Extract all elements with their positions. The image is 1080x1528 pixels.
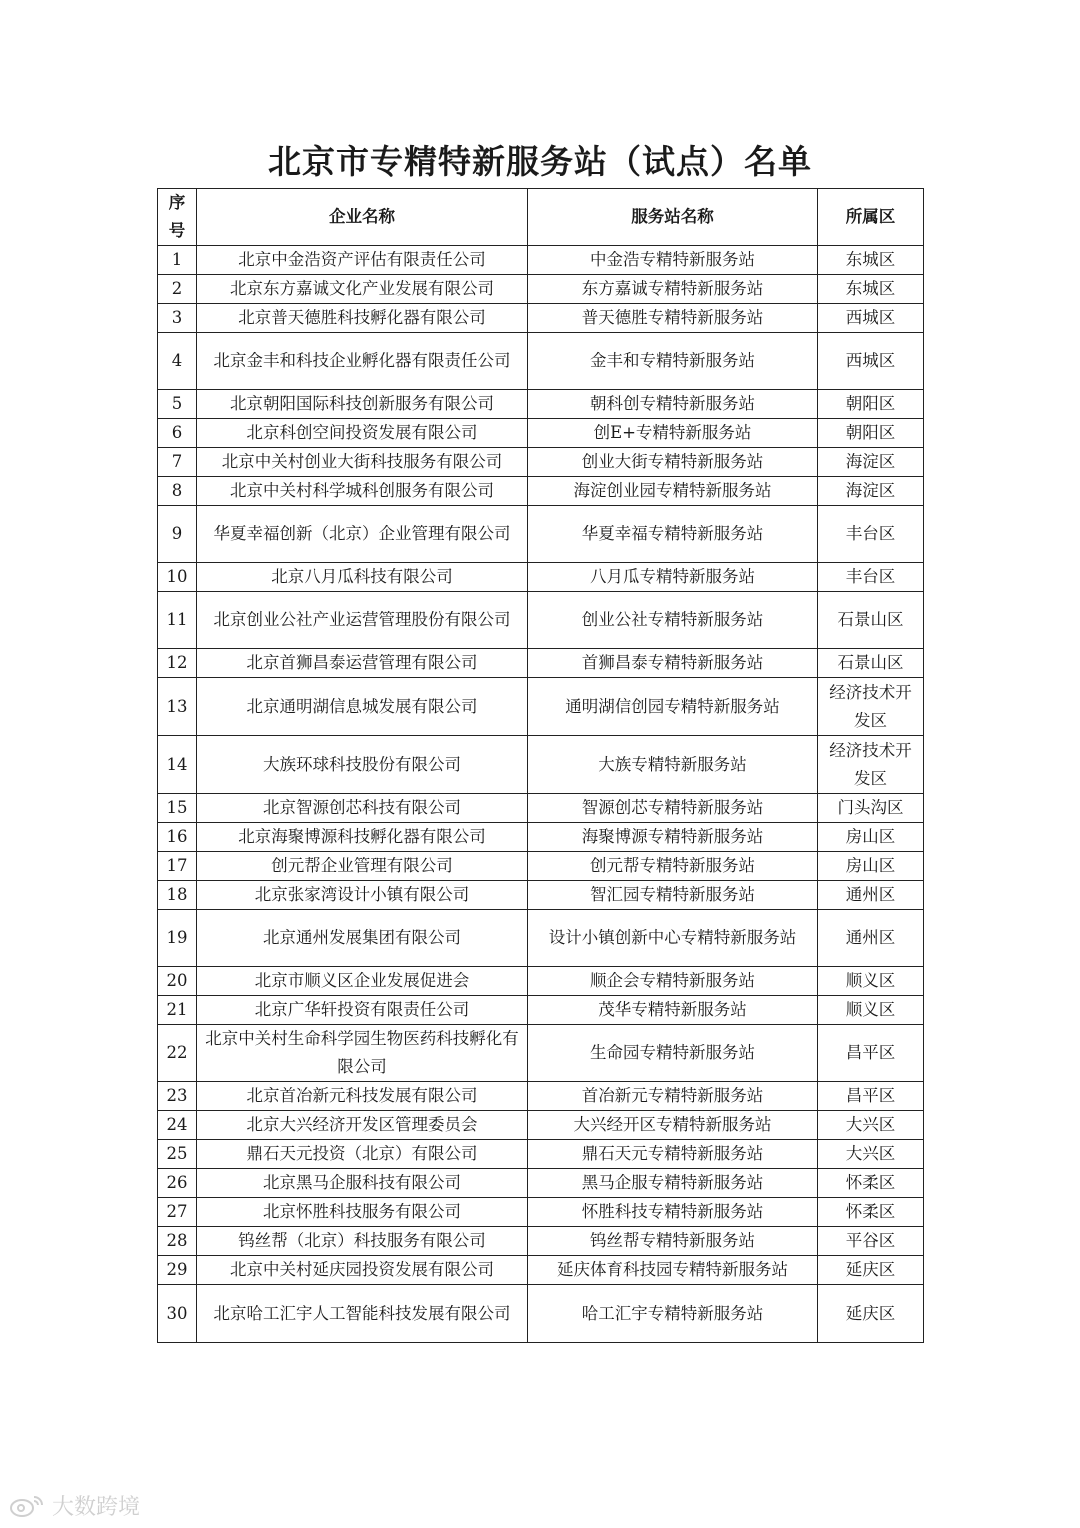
cell-station: 顺企会专精特新服务站 [528, 967, 818, 996]
cell-district: 房山区 [818, 852, 924, 881]
table-row [158, 1198, 924, 1227]
cell-seq: 3 [158, 304, 197, 333]
cell-station: 鼎石天元专精特新服务站 [528, 1140, 818, 1169]
cell-station: 设计小镇创新中心专精特新服务站 [528, 910, 818, 967]
header-seq-line2: 号 [168, 221, 186, 240]
cell-district: 门头沟区 [818, 794, 924, 823]
cell-company: 北京科创空间投资发展有限公司 [197, 419, 528, 448]
cell-company: 北京中关村科学城科创服务有限公司 [197, 477, 528, 506]
cell-station: 智源创芯专精特新服务站 [528, 794, 818, 823]
table-row [158, 1256, 924, 1285]
cell-district: 经济技术开发区 [818, 736, 924, 794]
table-row [158, 592, 924, 649]
cell-district: 西城区 [818, 304, 924, 333]
cell-seq: 27 [158, 1198, 197, 1227]
cell-station: 东方嘉诚专精特新服务站 [528, 275, 818, 304]
cell-company: 北京怀胜科技服务有限公司 [197, 1198, 528, 1227]
table-row [158, 246, 924, 275]
cell-seq: 28 [158, 1227, 197, 1256]
cell-company: 北京金丰和科技企业孵化器有限责任公司 [197, 333, 528, 390]
table-row [158, 1285, 924, 1343]
table-row [158, 304, 924, 333]
cell-seq: 13 [158, 678, 197, 736]
cell-seq: 8 [158, 477, 197, 506]
cell-station: 大兴经开区专精特新服务站 [528, 1111, 818, 1140]
table-row [158, 678, 924, 736]
table-row [158, 275, 924, 304]
table-row [158, 1227, 924, 1256]
cell-seq: 19 [158, 910, 197, 967]
cell-district: 经济技术开发区 [818, 678, 924, 736]
cell-company: 钨丝帮（北京）科技服务有限公司 [197, 1227, 528, 1256]
table-row [158, 477, 924, 506]
cell-station: 海淀创业园专精特新服务站 [528, 477, 818, 506]
watermark [8, 1490, 140, 1521]
cell-company: 北京朝阳国际科技创新服务有限公司 [197, 390, 528, 419]
cell-district: 海淀区 [818, 477, 924, 506]
cell-station: 普天德胜专精特新服务站 [528, 304, 818, 333]
cell-station: 通明湖信创园专精特新服务站 [528, 678, 818, 736]
cell-seq: 17 [158, 852, 197, 881]
cell-district: 怀柔区 [818, 1169, 924, 1198]
cell-district: 丰台区 [818, 563, 924, 592]
cell-seq: 6 [158, 419, 197, 448]
cell-seq: 1 [158, 246, 197, 275]
cell-company: 北京大兴经济开发区管理委员会 [197, 1111, 528, 1140]
table-row [158, 852, 924, 881]
cell-company: 北京海聚博源科技孵化器有限公司 [197, 823, 528, 852]
cell-company: 鼎石天元投资（北京）有限公司 [197, 1140, 528, 1169]
cell-seq: 18 [158, 881, 197, 910]
cell-seq: 9 [158, 506, 197, 563]
station-list-table [157, 188, 924, 1343]
cell-district: 海淀区 [818, 448, 924, 477]
cell-district: 延庆区 [818, 1285, 924, 1343]
cell-seq: 7 [158, 448, 197, 477]
cell-district: 大兴区 [818, 1140, 924, 1169]
table-row [158, 1140, 924, 1169]
cell-district: 昌平区 [818, 1082, 924, 1111]
header-seq-line1: 序 [168, 193, 186, 212]
cell-company: 北京首狮昌泰运营管理有限公司 [197, 649, 528, 678]
cell-station: 哈工汇宇专精特新服务站 [528, 1285, 818, 1343]
cell-district: 东城区 [818, 246, 924, 275]
header-station: 服务站名称 [528, 189, 818, 246]
cell-station: 金丰和专精特新服务站 [528, 333, 818, 390]
cell-station: 中金浩专精特新服务站 [528, 246, 818, 275]
cell-seq: 5 [158, 390, 197, 419]
cell-company: 北京张家湾设计小镇有限公司 [197, 881, 528, 910]
table-row [158, 333, 924, 390]
cell-seq: 14 [158, 736, 197, 794]
cell-seq: 21 [158, 996, 197, 1025]
cell-district: 大兴区 [818, 1111, 924, 1140]
cell-station: 钨丝帮专精特新服务站 [528, 1227, 818, 1256]
cell-company: 北京八月瓜科技有限公司 [197, 563, 528, 592]
cell-district: 怀柔区 [818, 1198, 924, 1227]
cell-company: 北京首冶新元科技发展有限公司 [197, 1082, 528, 1111]
cell-station: 创业公社专精特新服务站 [528, 592, 818, 649]
cell-station: 黑马企服专精特新服务站 [528, 1169, 818, 1198]
cell-company: 北京智源创芯科技有限公司 [197, 794, 528, 823]
table-row [158, 736, 924, 794]
cell-company: 北京中金浩资产评估有限责任公司 [197, 246, 528, 275]
cell-station: 大族专精特新服务站 [528, 736, 818, 794]
cell-company: 北京普天德胜科技孵化器有限公司 [197, 304, 528, 333]
cell-seq: 29 [158, 1256, 197, 1285]
cell-company: 创元帮企业管理有限公司 [197, 852, 528, 881]
cell-district: 房山区 [818, 823, 924, 852]
header-district: 所属区 [818, 189, 924, 246]
cell-seq: 4 [158, 333, 197, 390]
cell-station: 首狮昌泰专精特新服务站 [528, 649, 818, 678]
table-row [158, 881, 924, 910]
cell-station: 创E+专精特新服务站 [528, 419, 818, 448]
cell-station: 茂华专精特新服务站 [528, 996, 818, 1025]
cell-station: 生命园专精特新服务站 [528, 1025, 818, 1082]
table-row [158, 910, 924, 967]
cell-company: 北京通明湖信息城发展有限公司 [197, 678, 528, 736]
cell-district: 顺义区 [818, 996, 924, 1025]
cell-district: 朝阳区 [818, 419, 924, 448]
cell-seq: 22 [158, 1025, 197, 1082]
table-row [158, 1025, 924, 1082]
cell-company: 北京广华轩投资有限责任公司 [197, 996, 528, 1025]
table-row [158, 506, 924, 563]
document-title: 北京市专精特新服务站（试点）名单 [268, 142, 812, 181]
cell-company: 北京中关村创业大街科技服务有限公司 [197, 448, 528, 477]
cell-seq: 12 [158, 649, 197, 678]
table-row [158, 419, 924, 448]
cell-district: 东城区 [818, 275, 924, 304]
cell-seq: 20 [158, 967, 197, 996]
table-row [158, 1111, 924, 1140]
cell-station: 怀胜科技专精特新服务站 [528, 1198, 818, 1227]
cell-seq: 2 [158, 275, 197, 304]
cell-station: 朝科创专精特新服务站 [528, 390, 818, 419]
cell-district: 通州区 [818, 881, 924, 910]
cell-district: 延庆区 [818, 1256, 924, 1285]
cell-station: 延庆体育科技园专精特新服务站 [528, 1256, 818, 1285]
weibo-like-logo-icon [8, 1493, 48, 1519]
cell-company: 北京黑马企服科技有限公司 [197, 1169, 528, 1198]
cell-station: 海聚博源专精特新服务站 [528, 823, 818, 852]
table-row [158, 448, 924, 477]
table-row [158, 794, 924, 823]
cell-company: 华夏幸福创新（北京）企业管理有限公司 [197, 506, 528, 563]
cell-company: 北京市顺义区企业发展促进会 [197, 967, 528, 996]
cell-district: 石景山区 [818, 592, 924, 649]
header-company: 企业名称 [197, 189, 528, 246]
cell-station: 首冶新元专精特新服务站 [528, 1082, 818, 1111]
table-header-row [158, 189, 924, 246]
cell-district: 顺义区 [818, 967, 924, 996]
cell-seq: 11 [158, 592, 197, 649]
cell-district: 昌平区 [818, 1025, 924, 1082]
table-row [158, 823, 924, 852]
cell-station: 华夏幸福专精特新服务站 [528, 506, 818, 563]
cell-company: 北京东方嘉诚文化产业发展有限公司 [197, 275, 528, 304]
cell-district: 石景山区 [818, 649, 924, 678]
cell-seq: 10 [158, 563, 197, 592]
cell-station: 创元帮专精特新服务站 [528, 852, 818, 881]
cell-seq: 16 [158, 823, 197, 852]
cell-seq: 30 [158, 1285, 197, 1343]
table-row [158, 996, 924, 1025]
cell-company: 北京哈工汇宇人工智能科技发展有限公司 [197, 1285, 528, 1343]
cell-seq: 24 [158, 1111, 197, 1140]
cell-district: 平谷区 [818, 1227, 924, 1256]
cell-station: 八月瓜专精特新服务站 [528, 563, 818, 592]
cell-district: 西城区 [818, 333, 924, 390]
cell-district: 通州区 [818, 910, 924, 967]
cell-seq: 25 [158, 1140, 197, 1169]
table-row [158, 649, 924, 678]
table-row [158, 1169, 924, 1198]
header-seq [158, 189, 197, 246]
table-row [158, 967, 924, 996]
cell-seq: 15 [158, 794, 197, 823]
cell-company: 大族环球科技股份有限公司 [197, 736, 528, 794]
cell-company: 北京创业公社产业运营管理股份有限公司 [197, 592, 528, 649]
cell-company: 北京通州发展集团有限公司 [197, 910, 528, 967]
table-row [158, 390, 924, 419]
watermark-text: 大数跨境 [52, 1495, 141, 1520]
cell-station: 创业大街专精特新服务站 [528, 448, 818, 477]
cell-seq: 26 [158, 1169, 197, 1198]
cell-company: 北京中关村生命科学园生物医药科技孵化有限公司 [197, 1025, 528, 1082]
cell-district: 朝阳区 [818, 390, 924, 419]
table-row [158, 1082, 924, 1111]
cell-seq: 23 [158, 1082, 197, 1111]
table-row [158, 563, 924, 592]
cell-district: 丰台区 [818, 506, 924, 563]
cell-company: 北京中关村延庆园投资发展有限公司 [197, 1256, 528, 1285]
cell-station: 智汇园专精特新服务站 [528, 881, 818, 910]
